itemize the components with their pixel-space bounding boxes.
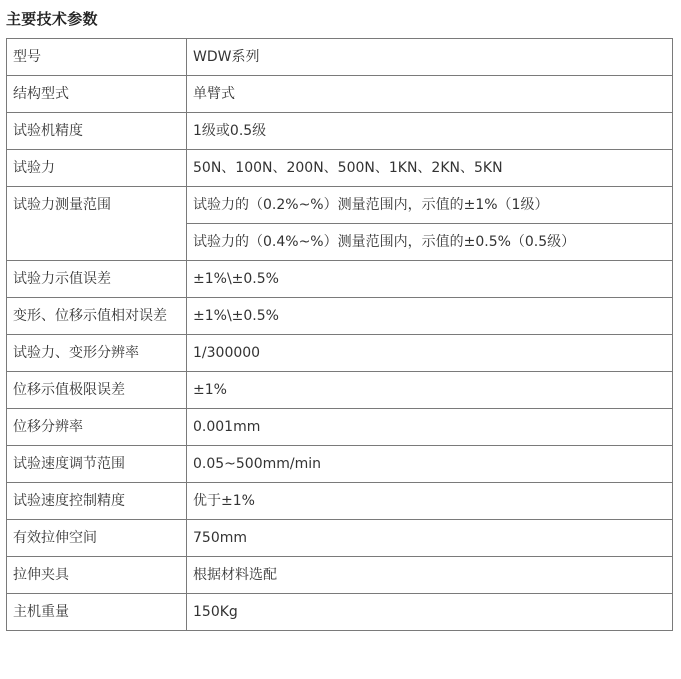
table-row — [7, 150, 673, 187]
param-label: 试验力示值误差 — [7, 261, 187, 298]
param-label: 试验力 — [7, 150, 187, 187]
table-row — [7, 335, 673, 372]
table-row — [7, 76, 673, 113]
param-value: WDW系列 — [187, 39, 673, 76]
param-value: 750mm — [187, 520, 673, 557]
table-row — [7, 113, 673, 150]
table-row — [7, 298, 673, 335]
param-value: 单臂式 — [187, 76, 673, 113]
param-label: 变形、位移示值相对误差 — [7, 298, 187, 335]
param-label: 试验机精度 — [7, 113, 187, 150]
spec-table — [6, 38, 673, 631]
param-value: 1/300000 — [187, 335, 673, 372]
param-value: ±1%\±0.5% — [187, 261, 673, 298]
param-value: 根据材料选配 — [187, 557, 673, 594]
table-row — [7, 39, 673, 76]
param-value: 试验力的（0.4%~%）测量范围内，示值的±0.5%（0.5级） — [187, 224, 673, 261]
param-value: 50N、100N、200N、500N、1KN、2KN、5KN — [187, 150, 673, 187]
table-row — [7, 261, 673, 298]
param-label: 试验速度调节范围 — [7, 446, 187, 483]
table-row — [7, 520, 673, 557]
param-value: 150Kg — [187, 594, 673, 631]
param-label: 拉伸夹具 — [7, 557, 187, 594]
table-row — [7, 594, 673, 631]
param-label: 试验力测量范围 — [7, 187, 187, 261]
param-label: 位移分辨率 — [7, 409, 187, 446]
section-title: 主要技术参数 — [6, 10, 98, 28]
param-value: 0.001mm — [187, 409, 673, 446]
param-value: ±1% — [187, 372, 673, 409]
param-value: 试验力的（0.2%~%）测量范围内，示值的±1%（1级） — [187, 187, 673, 224]
param-label: 位移示值极限误差 — [7, 372, 187, 409]
param-value: 优于±1% — [187, 483, 673, 520]
table-row — [7, 446, 673, 483]
param-value: 1级或0.5级 — [187, 113, 673, 150]
param-label: 试验速度控制精度 — [7, 483, 187, 520]
param-label: 有效拉伸空间 — [7, 520, 187, 557]
param-label: 结构型式 — [7, 76, 187, 113]
param-value: ±1%\±0.5% — [187, 298, 673, 335]
param-label: 型号 — [7, 39, 187, 76]
table-row — [7, 483, 673, 520]
table-row — [7, 557, 673, 594]
param-value: 0.05~500mm/min — [187, 446, 673, 483]
param-label: 试验力、变形分辨率 — [7, 335, 187, 372]
table-row — [7, 372, 673, 409]
table-row — [7, 187, 673, 224]
table-row — [7, 409, 673, 446]
param-label: 主机重量 — [7, 594, 187, 631]
